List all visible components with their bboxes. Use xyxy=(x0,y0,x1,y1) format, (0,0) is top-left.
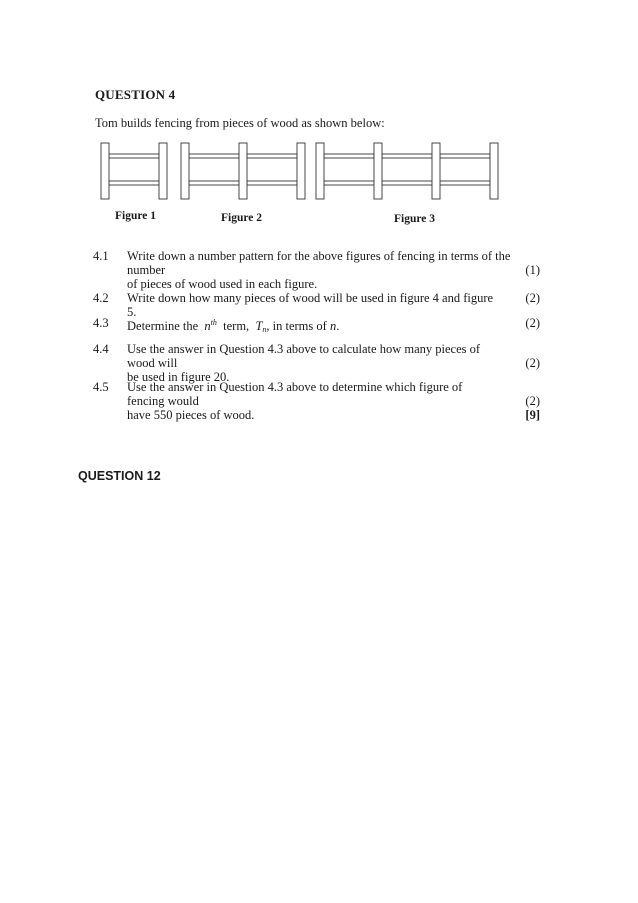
item-4-1-line-1: Write down a number pattern for the above figures of fencing in terms of the number xyxy=(127,249,511,277)
item-4-3-sub-n: n xyxy=(262,325,267,334)
fence-rail xyxy=(189,154,239,158)
item-number-4-2: 4.2 xyxy=(93,291,109,305)
item-4-1-line-2: of pieces of wood used in each figure. xyxy=(127,277,318,291)
item-4-3-th: th xyxy=(210,318,217,327)
item-4-4-line-2: be used in figure 20. xyxy=(127,370,230,384)
fence-post xyxy=(239,143,247,199)
item-4-3-pre: Determine the xyxy=(127,319,199,333)
fence-post xyxy=(101,143,109,199)
item-marks-4-2: (2) xyxy=(525,291,540,305)
figure-2-fence xyxy=(181,143,301,203)
item-4-3-mid: term, xyxy=(223,319,250,333)
item-4-5-line-1: Use the answer in Question 4.3 above to determine which figure of fencing would xyxy=(127,380,463,408)
item-4-3-n-end: n xyxy=(329,319,337,333)
next-question-heading: QUESTION 12 xyxy=(78,469,161,483)
fence-rail xyxy=(189,181,239,185)
item-text-4-5 xyxy=(127,380,497,422)
item-marks-4-4: (2) xyxy=(525,356,540,370)
fence-rail xyxy=(109,181,159,185)
item-marks-4-5: (2) xyxy=(525,394,540,408)
fence-rail xyxy=(324,154,374,158)
fence-post xyxy=(374,143,382,199)
item-4-3-post: , in terms of xyxy=(266,319,327,333)
item-4-3-n: n xyxy=(204,319,211,333)
item-text-4-4 xyxy=(127,342,497,384)
fence-rail xyxy=(247,154,297,158)
figure-2-label: Figure 2 xyxy=(221,212,262,224)
figure-3-fence xyxy=(316,143,496,203)
figure-1-label: Figure 1 xyxy=(115,210,156,222)
figure-3-label: Figure 3 xyxy=(394,213,435,225)
fence-post xyxy=(297,143,305,199)
item-number-4-1: 4.1 xyxy=(93,249,109,263)
item-text-4-3 xyxy=(127,316,497,337)
item-marks-4-3: (2) xyxy=(525,316,540,330)
item-4-5-line-2: have 550 pieces of wood. xyxy=(127,408,255,422)
question-intro: Tom builds fencing from pieces of wood as shown below: xyxy=(95,116,385,130)
item-4-4-line-1: Use the answer in Question 4.3 above to calculate how many pieces of wood will xyxy=(127,342,481,370)
item-number-4-5: 4.5 xyxy=(93,380,109,394)
fence-post xyxy=(159,143,167,199)
fence-rail xyxy=(440,154,490,158)
fence-rail xyxy=(247,181,297,185)
fence-rail xyxy=(324,181,374,185)
fence-rail xyxy=(440,181,490,185)
item-4-3-T: T xyxy=(255,319,263,333)
fence-post xyxy=(432,143,440,199)
item-number-4-4: 4.4 xyxy=(93,342,109,356)
item-number-4-3: 4.3 xyxy=(93,316,109,330)
fence-post xyxy=(490,143,498,199)
item-text-4-1 xyxy=(127,249,512,291)
fence-post xyxy=(181,143,189,199)
item-text-4-2: Write down how many pieces of wood will be used in figure 4 and figure 5. xyxy=(127,291,494,319)
fence-rail xyxy=(382,154,432,158)
fence-rail xyxy=(109,154,159,158)
question-total-marks: [9] xyxy=(525,408,540,422)
question-title: QUESTION 4 xyxy=(95,87,176,102)
figure-1-fence xyxy=(101,143,161,203)
item-marks-4-1: (1) xyxy=(525,263,540,277)
item-4-3-period: . xyxy=(336,319,340,333)
fence-rail xyxy=(382,181,432,185)
fence-post xyxy=(316,143,324,199)
